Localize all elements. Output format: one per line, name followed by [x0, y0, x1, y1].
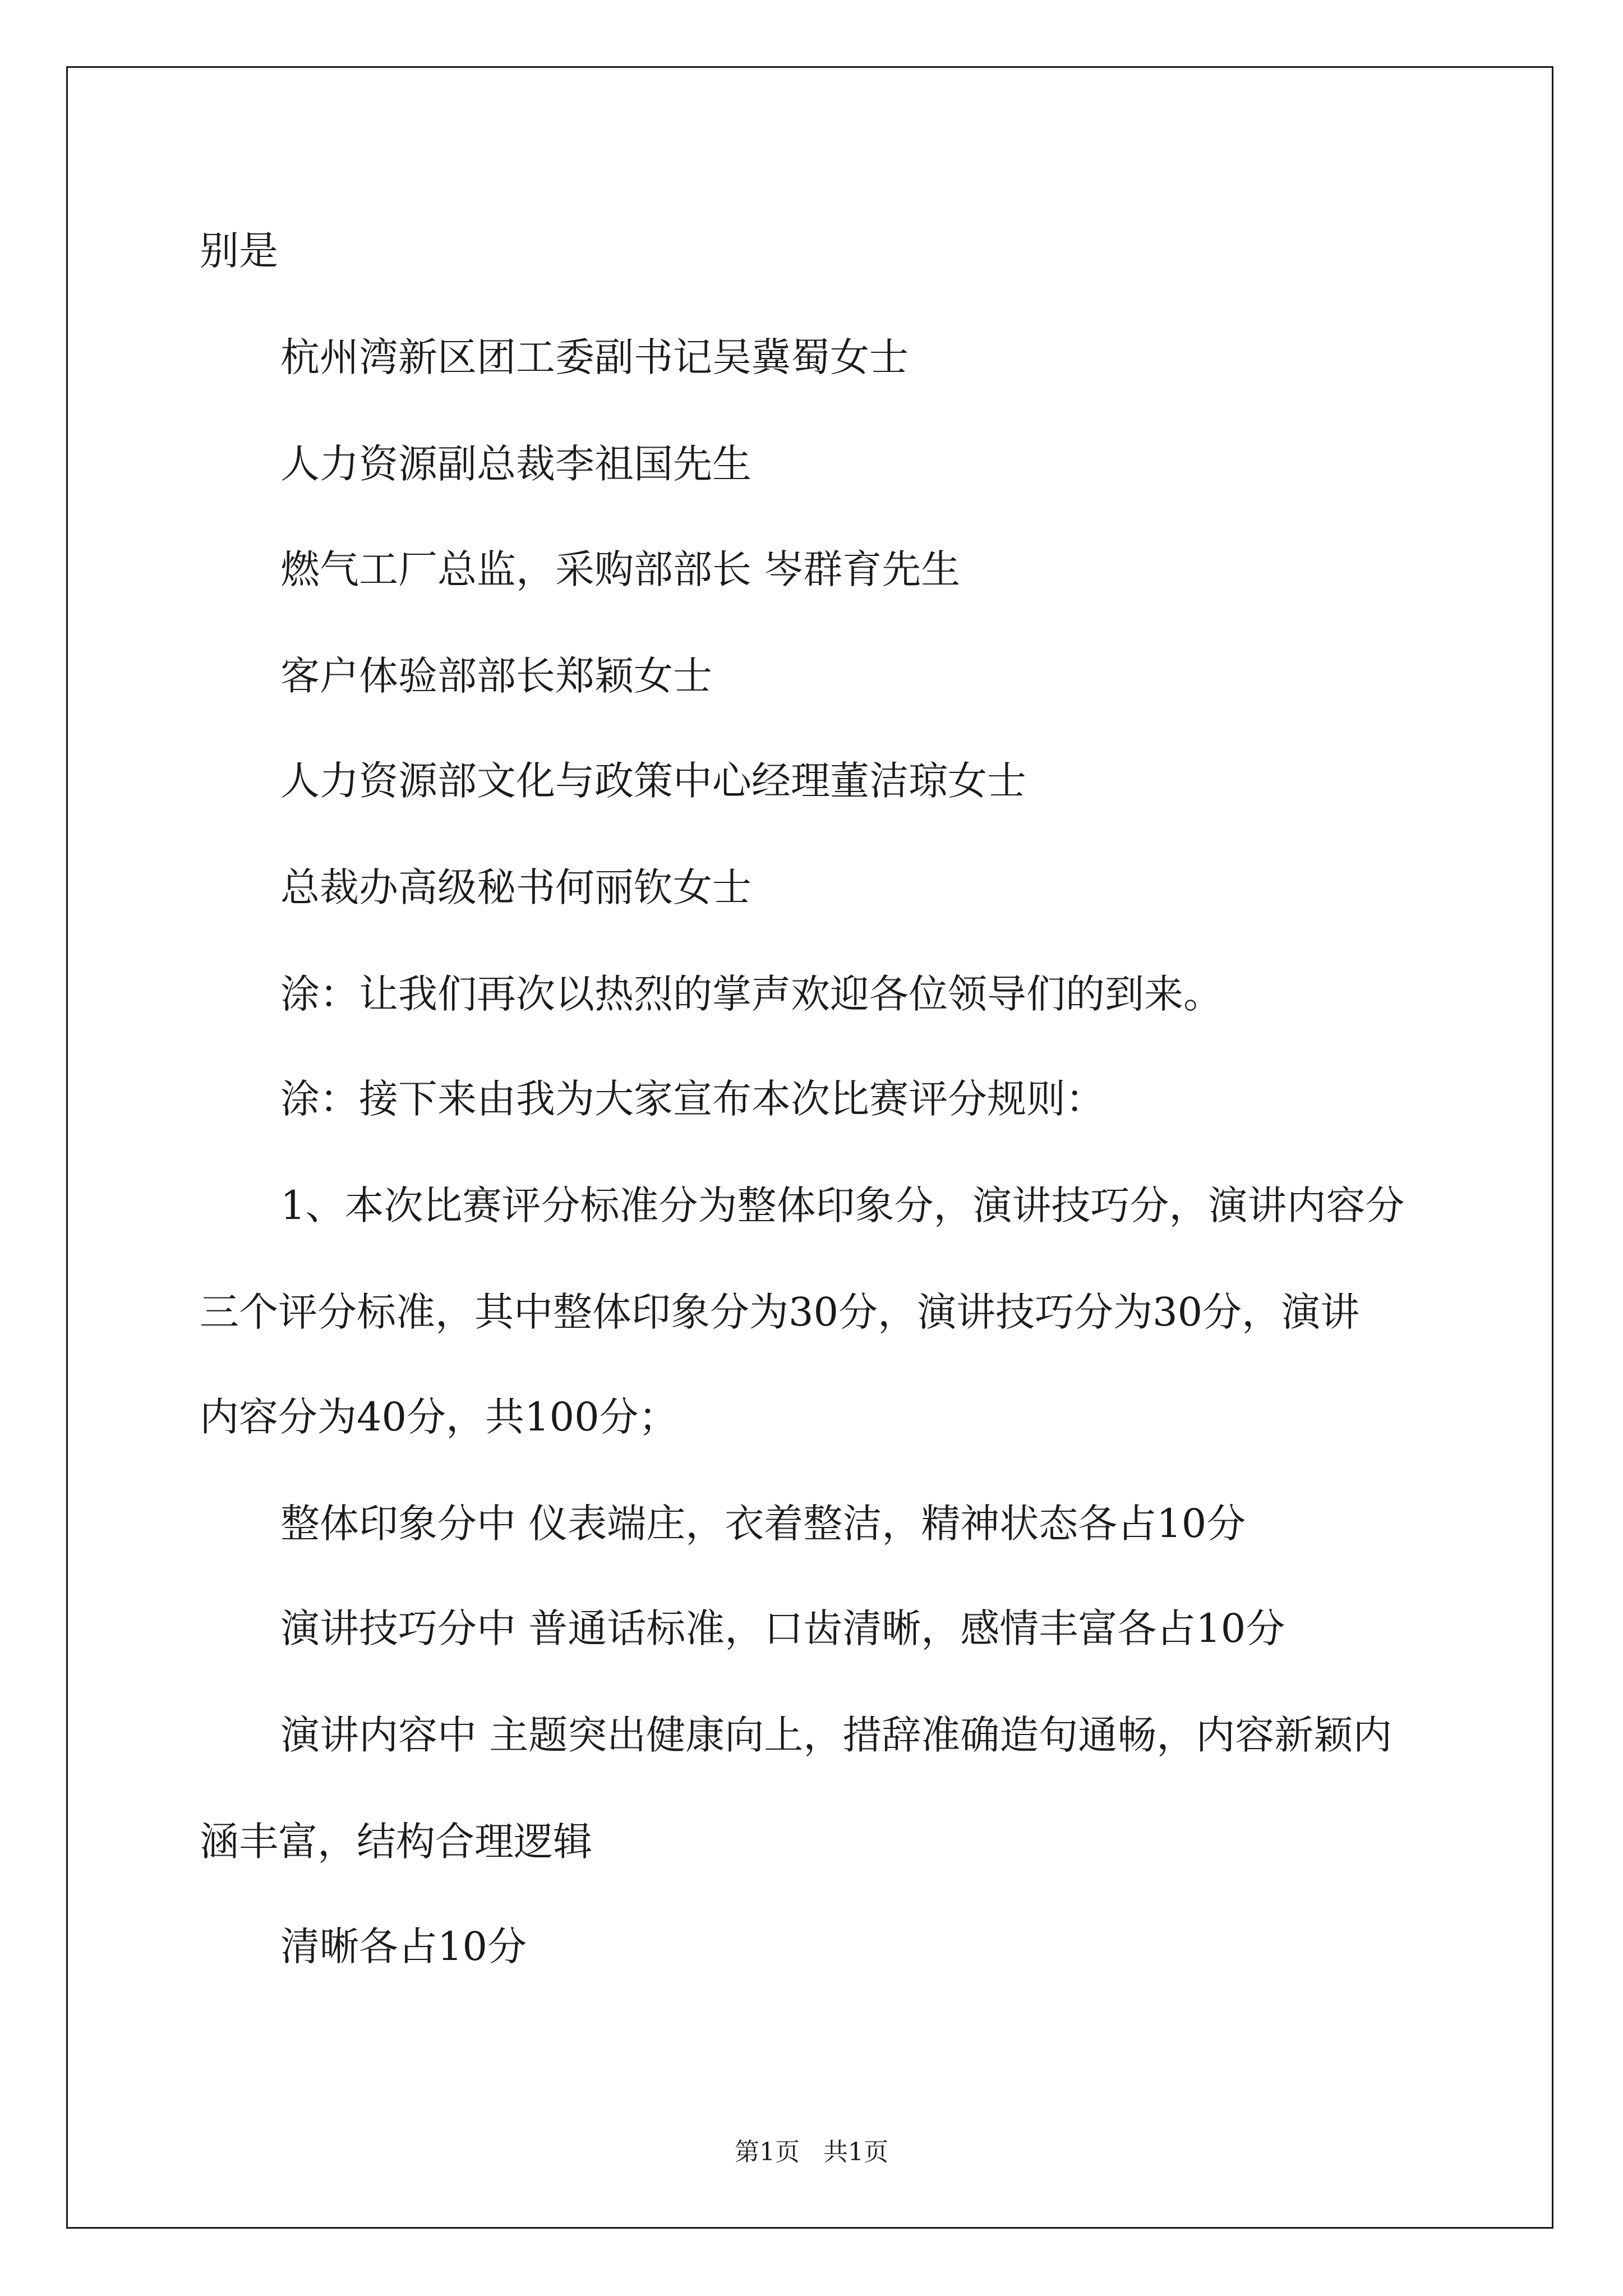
text-line-2: 杭州湾新区团工委副书记吴冀蜀女士 [280, 334, 909, 380]
text-line-5: 客户体验部部长郑颖女士 [280, 653, 712, 699]
text-line-12: 内容分为40分，共100分； [200, 1394, 678, 1440]
text-line-15: 演讲内容中 主题突出健康向上，措辞准确造句通畅，内容新颖内 [280, 1712, 1393, 1758]
text-line-11: 三个评分标准，其中整体印象分为30分，演讲技巧分为30分，演讲 [200, 1289, 1360, 1335]
text-line-9: 涂：接下来由我为大家宣布本次比赛评分规则： [280, 1076, 1105, 1122]
text-line-13: 整体印象分中 仪表端庄，衣着整洁，精神状态各占10分 [280, 1501, 1246, 1547]
text-line-7: 总裁办高级秘书何丽钦女士 [280, 864, 751, 910]
page-footer: 第1页 共1页 [735, 2138, 888, 2166]
text-line-3: 人力资源副总裁李祖国先生 [280, 441, 751, 487]
text-line-1: 别是 [200, 228, 278, 274]
text-line-10: 1、本次比赛评分标准分为整体印象分，演讲技巧分，演讲内容分 [280, 1182, 1405, 1228]
text-line-14: 演讲技巧分中 普通话标准，口齿清晰，感情丰富各占10分 [280, 1605, 1285, 1651]
text-line-17: 清晰各占10分 [280, 1924, 527, 1970]
text-line-4: 燃气工厂总监，采购部部长 岑群育先生 [280, 546, 961, 592]
text-line-16: 涵丰富，结构合理逻辑 [200, 1819, 592, 1865]
text-line-6: 人力资源部文化与政策中心经理董洁琼女士 [280, 758, 1026, 804]
page-border [66, 66, 1553, 2229]
text-line-8: 涂：让我们再次以热烈的掌声欢迎各位领导们的到来。 [280, 971, 1223, 1017]
